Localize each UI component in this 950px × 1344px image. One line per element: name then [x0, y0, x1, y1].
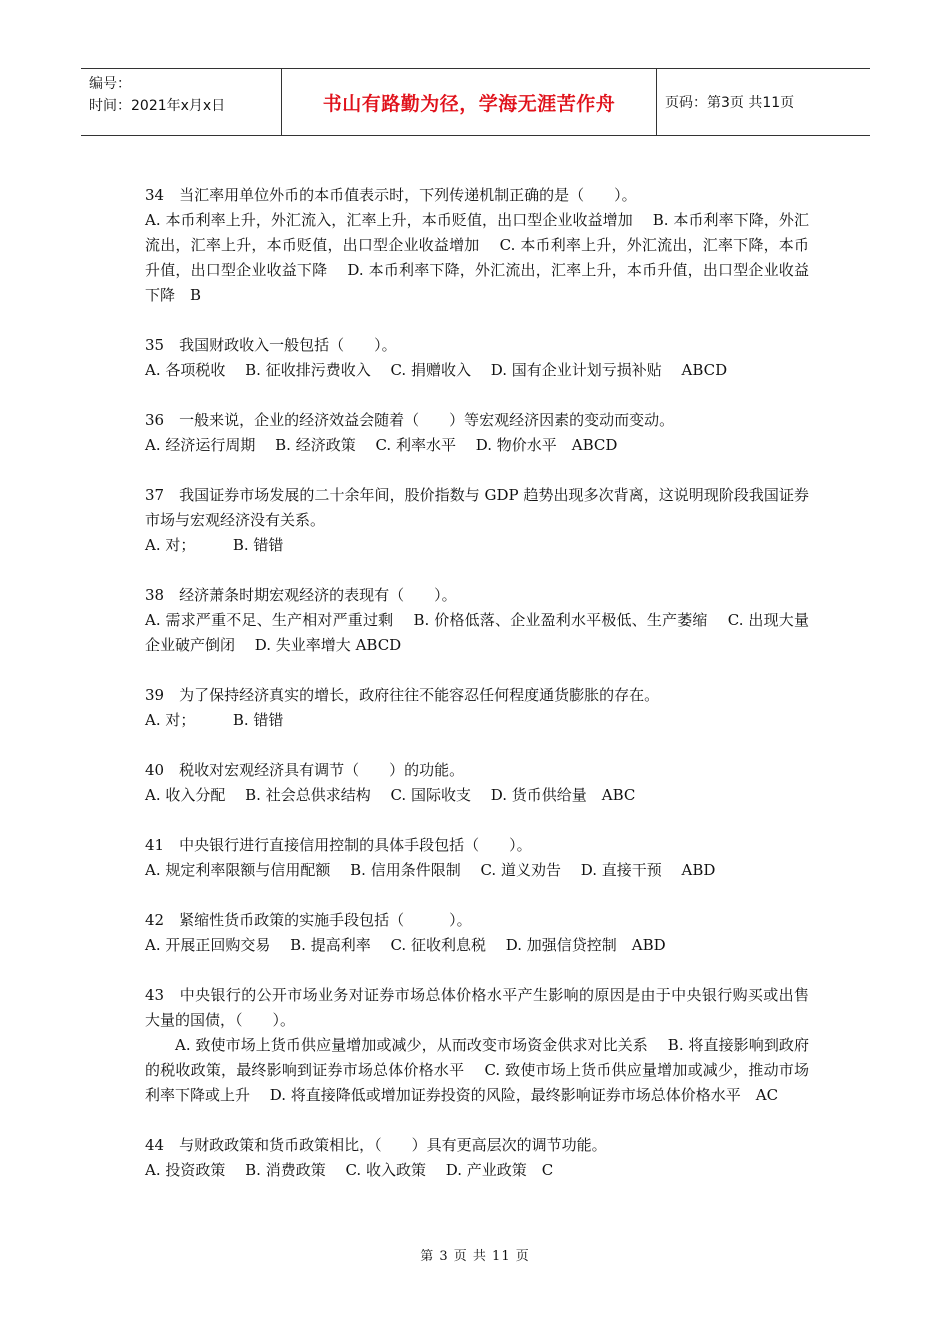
- question-options: A. 需求严重不足、生产相对严重过剩 B. 价格低落、企业盈利水平极低、生产萎缩 C. 出现大量企业破产倒闭 D. 失业率增大 ABCD: [145, 611, 809, 654]
- question-stem: 34 当汇率用单位外币的本币值表示时，下列传递机制正确的是（ ）。: [145, 186, 637, 204]
- question-stem: 39 为了保持经济真实的增长，政府往往不能容忍任何程度通货膨胀的存在。: [145, 686, 660, 704]
- question-37: [145, 483, 809, 558]
- question-stem: 40 税收对宏观经济具有调节（ ）的功能。: [145, 761, 465, 779]
- question-41: [145, 833, 809, 883]
- question-options: A. 规定利率限额与信用配额 B. 信用条件限制 C. 道义劝告 D. 直接干预 ABD: [145, 861, 716, 879]
- question-options: A. 致使市场上货币供应量增加或减少，从而改变市场资金供求对比关系 B. 将直接影响到政府的税收政策，最终影响到证券市场总体价格水平 C. 致使市场上货币供应量增加或减少，推动市场利率下降或上升 D. 将直接降低或增加证券投资的风险，最终影响证券市场总体价格水平 AC: [145, 1036, 809, 1104]
- question-stem: 36 一般来说，企业的经济效益会随着（ ）等宏观经济因素的变动而变动。: [145, 411, 675, 429]
- question-stem: 43 中央银行的公开市场业务对证券市场总体价格水平产生影响的原因是由于中央银行购买或出售大量的国债，（ ）。: [145, 986, 809, 1029]
- question-options: A. 投资政策 B. 消费政策 C. 收入政策 D. 产业政策 C: [145, 1161, 554, 1179]
- question-options: A. 收入分配 B. 社会总供求结构 C. 国际收支 D. 货币供给量 ABC: [145, 786, 636, 804]
- question-stem: 44 与财政政策和货币政策相比，（ ）具有更高层次的调节功能。: [145, 1136, 607, 1154]
- question-stem: 35 我国财政收入一般包括（ ）。: [145, 336, 397, 354]
- question-43: [145, 983, 809, 1108]
- question-36: [145, 408, 809, 458]
- question-44: [145, 1133, 809, 1183]
- page-header: [81, 68, 870, 136]
- question-stem: 38 经济萧条时期宏观经济的表现有（ ）。: [145, 586, 457, 604]
- question-35: [145, 333, 809, 383]
- question-stem: 42 紧缩性货币政策的实施手段包括（ ）。: [145, 911, 472, 929]
- question-list: [145, 183, 809, 1208]
- question-options: A. 各项税收 B. 征收排污费收入 C. 捐赠收入 D. 国有企业计划亏损补贴 ABCD: [145, 361, 728, 379]
- header-info-cell: [81, 69, 282, 135]
- question-stem: 41 中央银行进行直接信用控制的具体手段包括（ ）。: [145, 836, 532, 854]
- question-options: A. 对； B. 错错: [145, 536, 284, 554]
- document-time-label: 时间：2021年x月x日: [89, 98, 226, 114]
- question-options: A. 开展正回购交易 B. 提高利率 C. 征收利息税 D. 加强信贷控制 ABD: [145, 936, 666, 954]
- question-options: A. 对； B. 错错: [145, 711, 284, 729]
- question-34: [145, 183, 809, 308]
- question-options: A. 本币利率上升，外汇流入，汇率上升，本币贬值，出口型企业收益增加 B. 本币利率下降，外汇流出，汇率上升，本币贬值，出口型企业收益增加 C. 本币利率上升，外汇流出，汇率下降，本币升值，出口型企业收益下降 D. 本币利率下降，外汇流出，汇率上升，本币升值，出口型企业收益下降 B: [145, 211, 809, 304]
- question-39: [145, 683, 809, 733]
- page-footer: 第 3 页 共 11 页: [420, 1249, 530, 1264]
- document-number-label: 编号：: [89, 76, 131, 92]
- question-40: [145, 758, 809, 808]
- header-page-number: 页码：第3页 共11页: [665, 95, 795, 111]
- question-stem: 37 我国证券市场发展的二十余年间，股价指数与 GDP 趋势出现多次背离，这说明现阶段我国证券市场与宏观经济没有关系。: [145, 486, 809, 529]
- header-motto: 书山有路勤为径，学海无涯苦作舟: [282, 69, 657, 135]
- question-options: A. 经济运行周期 B. 经济政策 C. 利率水平 D. 物价水平 ABCD: [145, 436, 618, 454]
- question-38: [145, 583, 809, 658]
- question-42: [145, 908, 809, 958]
